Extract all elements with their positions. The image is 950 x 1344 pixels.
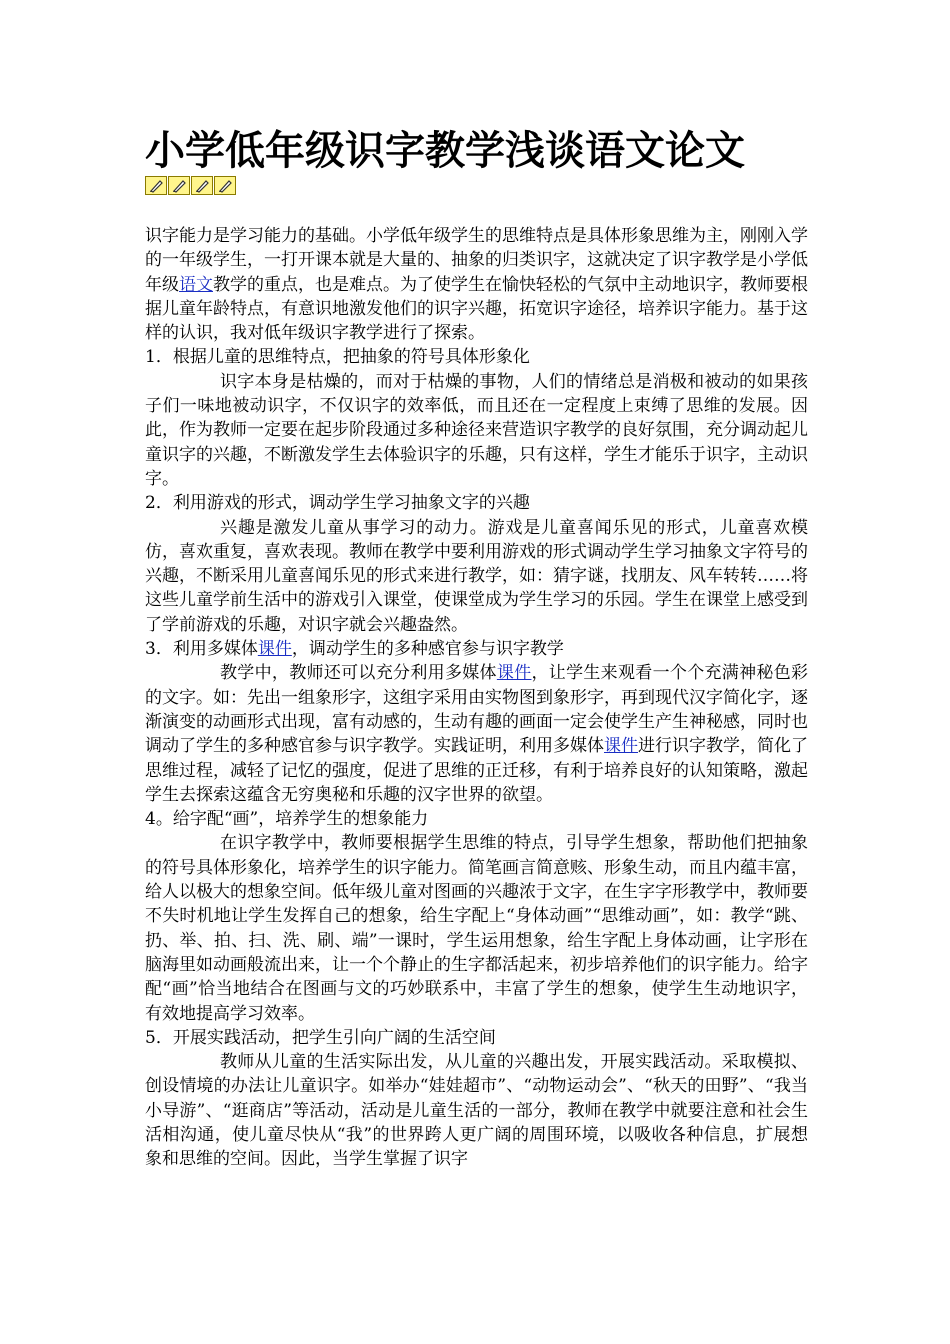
section-4-text: 在识字教学中，教师要根据学生思维的特点，引导学生想象，帮助他们把抽象的符号具体形象化，培养学生的识字能力。简笔画言简意赅、形象生动，而且内蕴丰富，给人以极大的想象空间。低年级儿童对图画的兴趣浓于文字，在生字字形教学中，教师要不失时机地让学生发挥自己的想象，给生字配上“身体动画”“思维动画”，如：教学“跳、扔、举、拍、扫、洗、刷、端”一课时，学生运用想象，给生字配上身体动画，让字形在脑海里如动画般流出来，让一个个静止的生字都活起来，初步培养他们的识字能力。给字配“画”恰当地结合在图画与文的巧妙联系中，丰富了学生的想象，使学生生动地识字，有效地提高学习效率。	[145, 833, 808, 1024]
article-body	[145, 224, 808, 1172]
section-3-text	[145, 661, 808, 807]
page-title: 小学低年级识字教学浅谈语文论文	[145, 127, 745, 174]
article	[145, 126, 808, 1172]
section-3-heading-a: 3．利用多媒体	[145, 639, 258, 660]
section-5-heading: 5．开展实践活动，把学生引向广阔的生活空间	[145, 1027, 496, 1048]
rating-bar	[145, 176, 808, 196]
kejian-link[interactable]: 课件	[496, 663, 532, 684]
section-4-heading: 4。给字配“画”，培养学生的想象能力	[145, 809, 429, 830]
pencil-icon[interactable]	[168, 176, 190, 195]
intro-text: 识字能力是学习能力的基础。小学低年级学生的思维特点是具体形象思维为主，刚刚入学的一年级学生，一打开课本就是大量的、抽象的归类识字，这就决定了识字教学是小学低年级	[145, 226, 808, 295]
section-5-text: 教师从儿童的生活实际出发，从儿童的兴趣出发，开展实践活动。采取模拟、创设情境的办法让儿童识字。如举办“娃娃超市”、“动物运动会”、“秋天的田野”、“我当小导游”、“逛商店”等活动，活动是儿童生活的一部分，教师在教学中就要注意和社会生活相沟通，使儿童尽快从“我”的世界跨人更广阔的周围环境，以吸收各种信息，扩展想象和思维的空间。因此，当学生掌握了识字	[145, 1052, 808, 1170]
section-2-text: 兴趣是激发儿童从事学习的动力。游戏是儿童喜闻乐见的形式，儿童喜欢模仿，喜欢重复，喜欢表现。教师在教学中要利用游戏的形式调动学生学习抽象文字符号的兴趣，不断采用儿童喜闻乐见的形式来进行教学，如：猜字谜，找朋友、风车转转……将这些儿童学前生活中的游戏引入课堂，使课堂成为学生学习的乐园。学生在课堂上感受到了学前游戏的乐趣，对识字就会兴趣盎然。	[145, 517, 808, 635]
intro-text-cont: 教学的重点，也是难点。为了使学生在愉快轻松的气氛中主动地识字，教师要根据儿童年龄特点，有意识地激发他们的识字兴趣，拓宽识字途径，培养识字能力。基于这样的认识，我对低年级识字教学进行了探索。	[145, 274, 808, 344]
section-2-heading: 2．利用游戏的形式，调动学生学习抽象文字的兴趣	[145, 493, 530, 514]
section-3-text-a: 教学中，教师还可以充分利用多媒体	[220, 663, 497, 684]
pencil-icon[interactable]	[214, 176, 236, 195]
section-1-heading: 1．根据儿童的思维特点，把抽象的符号具体形象化	[145, 347, 530, 368]
section-3-heading	[145, 637, 808, 661]
kejian-link[interactable]: 课件	[257, 639, 292, 660]
pencil-icon[interactable]	[145, 176, 167, 195]
yuwen-link[interactable]: 语文	[179, 274, 213, 295]
kejian-link[interactable]: 课件	[604, 736, 638, 757]
pencil-icon[interactable]	[191, 176, 213, 195]
section-3-heading-b: ，调动学生的多种感官参与识字教学	[291, 639, 564, 660]
section-1-text: 识字本身是枯燥的，而对于枯燥的事物，人们的情绪总是消极和被动的如果孩子们一味地被动识字，不仅识字的效率低，而且还在一定程度上束缚了思维的发展。因此，作为教师一定要在起步阶段通过多种途径来营造识字教学的良好氛围，充分调动起儿童识字的兴趣，不断激发学生去体验识字的乐趣，只有这样，学生才能乐于识字，主动识字。	[145, 371, 808, 489]
section-3-text-c: 进行识字教学，简化了思维过程，减轻了记忆的强度，促进了思维的正迁移，有利于培养良好的认知策略，激起学生去探索这蕴含无穷奥秘和乐趣的汉字世界的欲望。	[145, 736, 808, 805]
section-3-text-b: ，让学生来观看一个个充满神秘色彩的文字。如：先出一组象形字，这组字采用由实物图到象形字，再到现代汉字简化字，逐渐演变的动画形式出现，富有动感的，生动有趣的画面一定会使学生产生神秘感，同时也调动了学生的多种感官参与识字教学。实践证明，利用多媒体	[145, 663, 809, 757]
intro-paragraph	[145, 224, 808, 345]
